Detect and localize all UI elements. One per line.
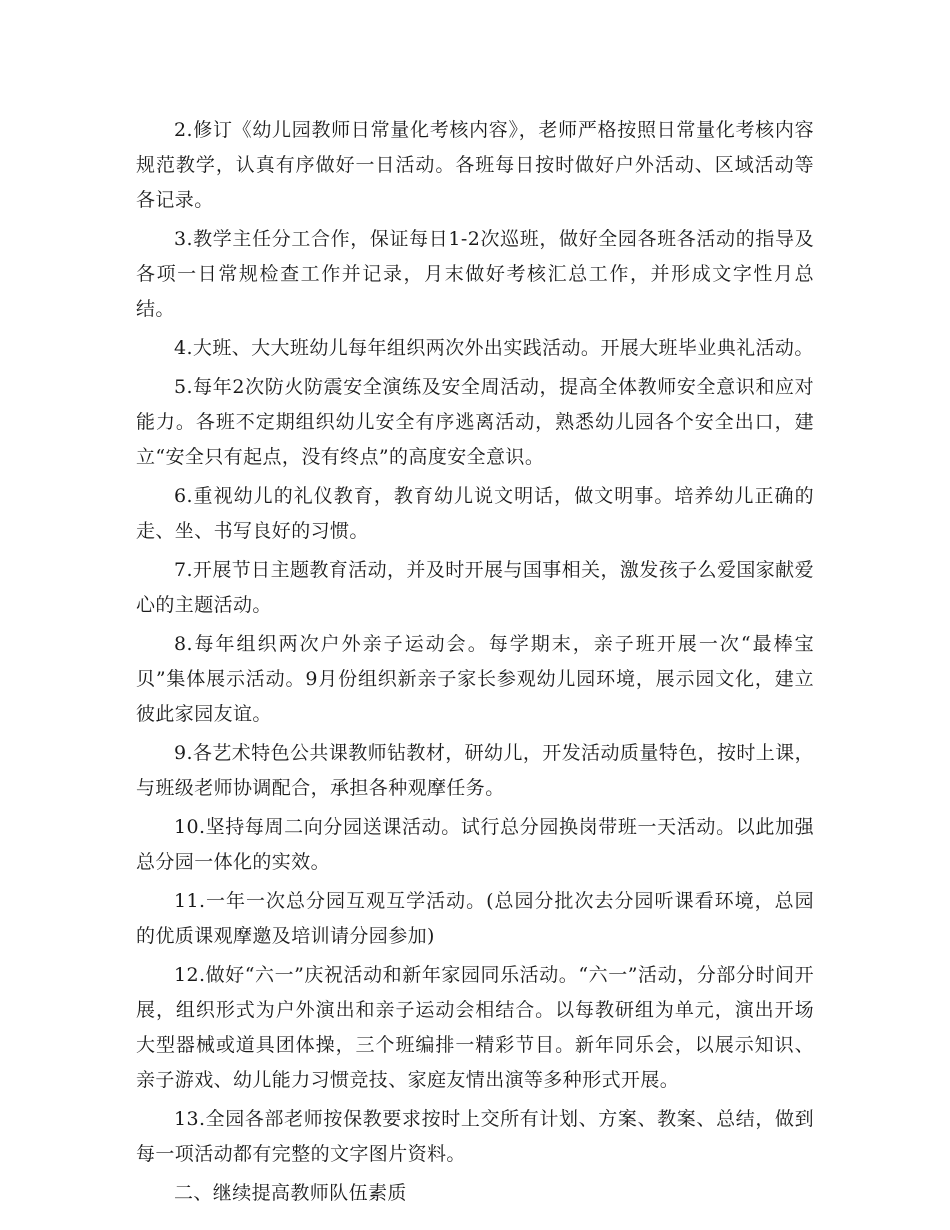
paragraph-12: 12.做好“六一”庆祝活动和新年家园同乐活动。“六一”活动，分部分时间开展，组织形式为户外演出和亲子运动会相结合。以每教研组为单元，演出开场大型器械或道具团体操，三个班编排一精彩节目。新年同乐会，以展示知识、亲子游戏、幼儿能力习惯竞技、家庭友情出演等多种形式开展。 bbox=[136, 964, 814, 1091]
paragraph-2: 2.修订《幼儿园教师日常量化考核内容》，老师严格按照日常量化考核内容规范教学，认真有序做好一日活动。各班每日按时做好户外活动、区域活动等各记录。 bbox=[136, 119, 814, 211]
paragraph-8: 8.每年组织两次户外亲子运动会。每学期末，亲子班开展一次“最棒宝贝”集体展示活动。9月份组织新亲子家长参观幼儿园环境，展示园文化，建立彼此家园友谊。 bbox=[136, 633, 814, 725]
paragraph-5: 5.每年2次防火防震安全演练及安全周活动，提高全体教师安全意识和应对能力。各班不定期组织幼儿安全有序逃离活动，熟悉幼儿园各个安全出口，建立“安全只有起点，没有终点”的高度安全意识。 bbox=[136, 376, 814, 468]
paragraph-6: 6.重视幼儿的礼仪教育，教育幼儿说文明话，做文明事。培养幼儿正确的走、坐、书写良好的习惯。 bbox=[136, 485, 814, 542]
paragraph-7: 7.开展节日主题教育活动，并及时开展与国事相关，激发孩子么爱国家献爱心的主题活动。 bbox=[136, 559, 814, 616]
section-heading: 二、继续提高教师队伍素质 bbox=[174, 1182, 407, 1204]
paragraph-4: 4.大班、大大班幼儿每年组织两次外出实践活动。开展大班毕业典礼活动。 bbox=[174, 337, 814, 359]
paragraph-9: 9.各艺术特色公共课教师钻教材，研幼儿，开发活动质量特色，按时上课，与班级老师协调配合，承担各种观摩任务。 bbox=[136, 742, 814, 799]
paragraph-13: 13.全园各部老师按保教要求按时上交所有计划、方案、教案、总结，做到每一项活动都有完整的文字图片资料。 bbox=[136, 1108, 814, 1165]
paragraph-3: 3.教学主任分工合作，保证每日1-2次巡班，做好全园各班各活动的指导及各项一日常规检查工作并记录，月末做好考核汇总工作，并形成文字性月总结。 bbox=[136, 228, 814, 320]
document-body bbox=[136, 113, 814, 1211]
paragraph-10: 10.坚持每周二向分园送课活动。试行总分园换岗带班一天活动。以此加强总分园一体化的实效。 bbox=[136, 816, 814, 873]
paragraph-11: 11.一年一次总分园互观互学活动。(总园分批次去分园听课看环境，总园的优质课观摩邀及培训请分园参加) bbox=[136, 890, 814, 947]
